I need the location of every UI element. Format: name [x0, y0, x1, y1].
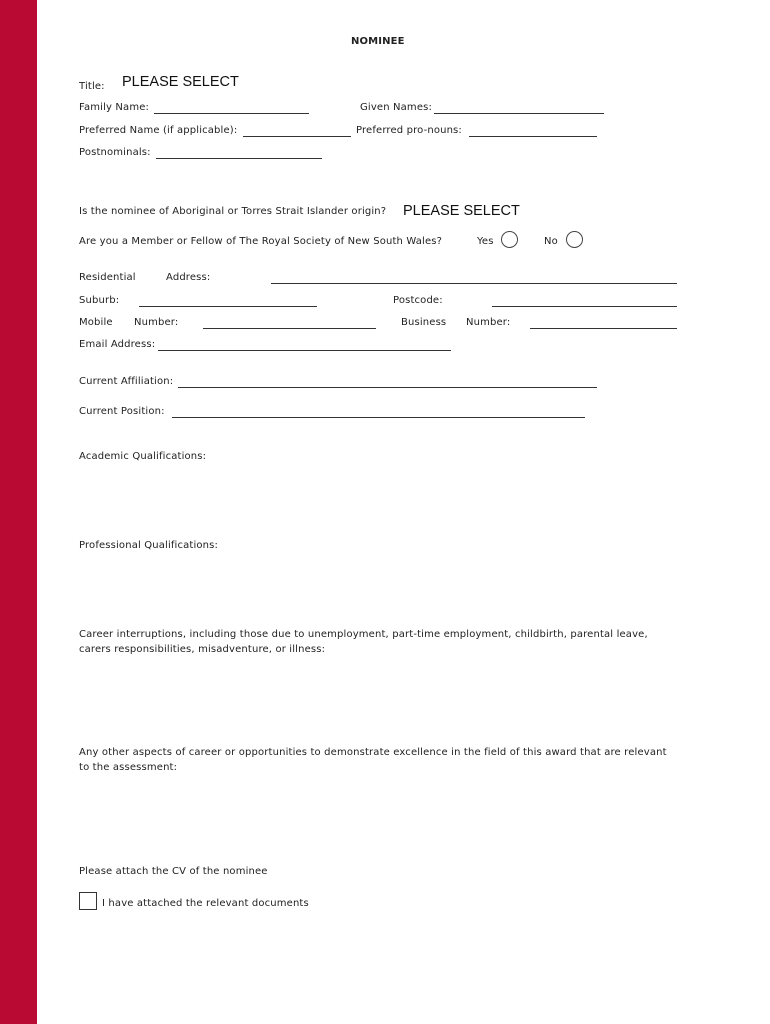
attach-cv-label: Please attach the CV of the nominee — [79, 866, 268, 877]
postcode-label: Postcode: — [393, 295, 443, 306]
family-name-field[interactable] — [154, 113, 309, 114]
title-label: Title: — [79, 81, 105, 92]
aboriginal-select[interactable]: PLEASE SELECT — [403, 203, 520, 219]
mobile-number-field[interactable] — [203, 328, 376, 329]
postnominals-field[interactable] — [156, 158, 322, 159]
postnominals-label: Postnominals: — [79, 147, 151, 158]
attached-documents-label: I have attached the relevant documents — [102, 898, 309, 909]
sidebar-accent-bar — [0, 0, 37, 1024]
position-field[interactable] — [172, 417, 585, 418]
suburb-field[interactable] — [139, 306, 317, 307]
other-aspects-label-line2: to the assessment: — [79, 762, 178, 773]
yes-label: Yes — [477, 236, 494, 247]
career-interruptions-label-line1: Career interruptions, including those due to unemployment, part-time employment, childbirth, parental leave, — [79, 629, 648, 640]
mobile-number-label: Number: — [134, 317, 179, 328]
address-field[interactable] — [271, 283, 677, 284]
no-radio[interactable] — [566, 231, 583, 248]
career-interruptions-label-line2: carers responsibilities, misadventure, or illness: — [79, 644, 326, 655]
postcode-field[interactable] — [492, 306, 677, 307]
academic-qualifications-label: Academic Qualifications: — [79, 451, 207, 462]
email-label: Email Address: — [79, 339, 156, 350]
suburb-label: Suburb: — [79, 295, 120, 306]
affiliation-field[interactable] — [178, 387, 597, 388]
position-label: Current Position: — [79, 406, 165, 417]
residential-label: Residential — [79, 272, 136, 283]
affiliation-label: Current Affiliation: — [79, 376, 174, 387]
pronouns-label: Preferred pro-nouns: — [356, 125, 462, 136]
aboriginal-question: Is the nominee of Aboriginal or Torres Strait Islander origin? — [79, 206, 387, 217]
family-name-label: Family Name: — [79, 102, 150, 113]
business-number-field[interactable] — [530, 328, 677, 329]
given-names-field[interactable] — [434, 113, 604, 114]
member-question: Are you a Member or Fellow of The Royal Society of New South Wales? — [79, 236, 443, 247]
pronouns-field[interactable] — [469, 136, 597, 137]
address-label: Address: — [166, 272, 211, 283]
mobile-label: Mobile — [79, 317, 113, 328]
other-aspects-label-line1: Any other aspects of career or opportunities to demonstrate excellence in the field of this award that are relevant — [79, 747, 667, 758]
given-names-label: Given Names: — [360, 102, 432, 113]
business-number-label: Number: — [466, 317, 511, 328]
no-label: No — [544, 236, 558, 247]
email-field[interactable] — [158, 350, 451, 351]
preferred-name-label: Preferred Name (if applicable): — [79, 125, 238, 136]
section-heading: NOMINEE — [351, 36, 405, 47]
attached-documents-checkbox[interactable] — [79, 892, 97, 910]
preferred-name-field[interactable] — [243, 136, 351, 137]
yes-radio[interactable] — [501, 231, 518, 248]
title-select[interactable]: PLEASE SELECT — [122, 74, 239, 90]
professional-qualifications-label: Professional Qualifications: — [79, 540, 219, 551]
business-label: Business — [401, 317, 447, 328]
